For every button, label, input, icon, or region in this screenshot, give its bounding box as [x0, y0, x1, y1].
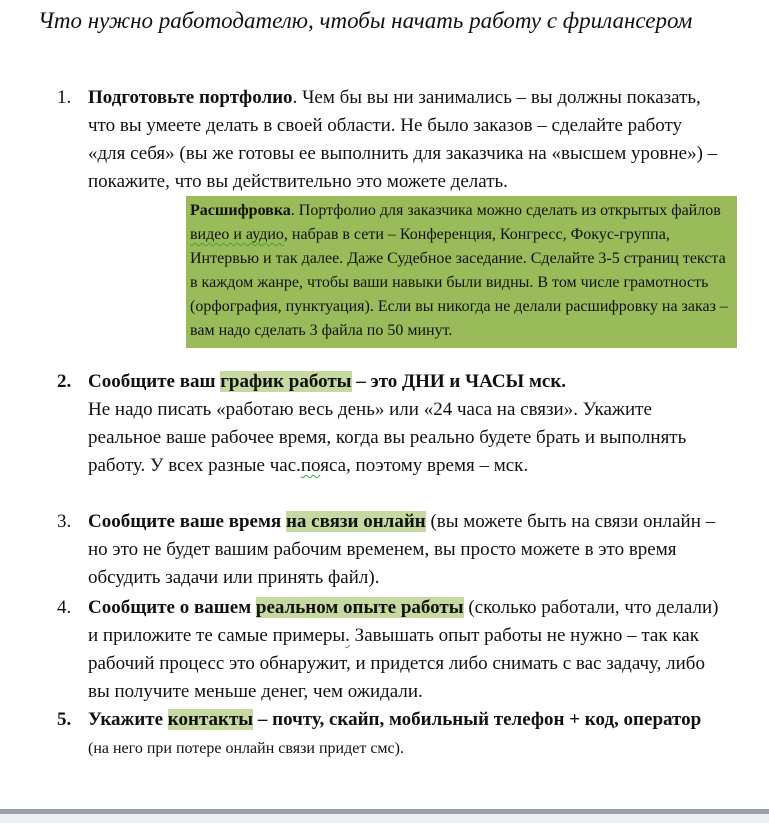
- list-item-2: [0, 368, 769, 480]
- item-bold-text: Сообщите о вашем: [88, 597, 256, 618]
- highlighted-phrase: на связи онлайн: [285, 511, 426, 532]
- item-text: (сколько работали, что делали) и приложите те самые примеры: [88, 597, 719, 646]
- item-text: Завышать опыт работы не нужно – так как рабочий процесс это обнаружит, и придется либо снимать с вас задачу, либо вы получите меньше денег, чем ожидали.: [88, 625, 705, 702]
- list-item-number: 2.: [57, 371, 72, 392]
- window-edge-area: [0, 814, 769, 823]
- grammar-squiggle-text: по: [300, 455, 321, 476]
- item-small-text: (на него при потере онлайн связи придет смс).: [88, 740, 404, 757]
- grammar-squiggle-text: видео и аудио: [190, 226, 284, 243]
- list-item-number: 5.: [57, 709, 72, 730]
- highlighted-phrase: реальном опыте работы: [255, 597, 464, 618]
- callout-box: [186, 196, 737, 348]
- list-item-number: 1.: [57, 87, 72, 108]
- item-bold-text: Сообщите ваше время: [88, 511, 286, 532]
- list-item-1: [0, 84, 769, 196]
- list-item-number: 4.: [57, 597, 72, 618]
- highlighted-phrase: график работы: [220, 371, 352, 392]
- item-bold-text: Сообщите ваш: [88, 371, 221, 392]
- item-bold-text: – это ДНИ и ЧАСЫ мск.: [351, 371, 567, 392]
- item-bold-lead: Подготовьте портфолио: [88, 87, 293, 108]
- callout-title: Расшифровка: [190, 202, 291, 219]
- callout-text: , набрав в сети – Конференция, Конгресс, Фокус-группа, Интервью и так далее. Даже Судебное заседание. Сделайте 3-5 страниц текста в каждом жанре, чтобы ваши навыки были видны. В том числе грамотность (орфография, пунктуация). Если вы никогда не делали расшифровку на заказ – вам надо сделать 3 файла по 50 минут.: [190, 226, 728, 339]
- list-item-5: [0, 706, 769, 763]
- list-item-4: [0, 594, 769, 706]
- item-text: яса, поэтому время – мск.: [320, 455, 529, 476]
- numbered-list: [0, 84, 769, 763]
- callout-text: . Портфолио для заказчика можно сделать из открытых файлов: [290, 202, 721, 219]
- list-item-number: 3.: [57, 511, 72, 532]
- item-text: (вы можете быть на связи онлайн – но это не будет вашим рабочим временем, вы просто можете в это время обсудить задачи или принять файл).: [88, 511, 716, 588]
- item-bold-text: Укажите: [88, 709, 168, 730]
- document-title: Что нужно работодателю, чтобы начать работу с фрилансером: [38, 8, 693, 33]
- highlighted-phrase: контакты: [167, 709, 254, 730]
- window-bottom-edge: [0, 809, 769, 823]
- item-bold-text: – почту, скайп, мобильный телефон + код, оператор: [253, 709, 702, 730]
- item-text: Не надо писать «работаю весь день» или «24 часа на связи». Укажите реальное ваше рабочее время, когда вы реально будете брать и выполнять работу. У всех разные час.: [88, 399, 687, 476]
- grammar-squiggle-text: .: [345, 625, 350, 646]
- list-item-3: [0, 508, 769, 592]
- item-text: . Чем бы вы ни занимались – вы должны показать, что вы умеете делать в своей области. Не было заказов – сделайте работу «для себя» (вы же готовы ее выполнить для заказчика на «высшем уровне») – покажите, что вы действительно это можете делать.: [88, 87, 718, 192]
